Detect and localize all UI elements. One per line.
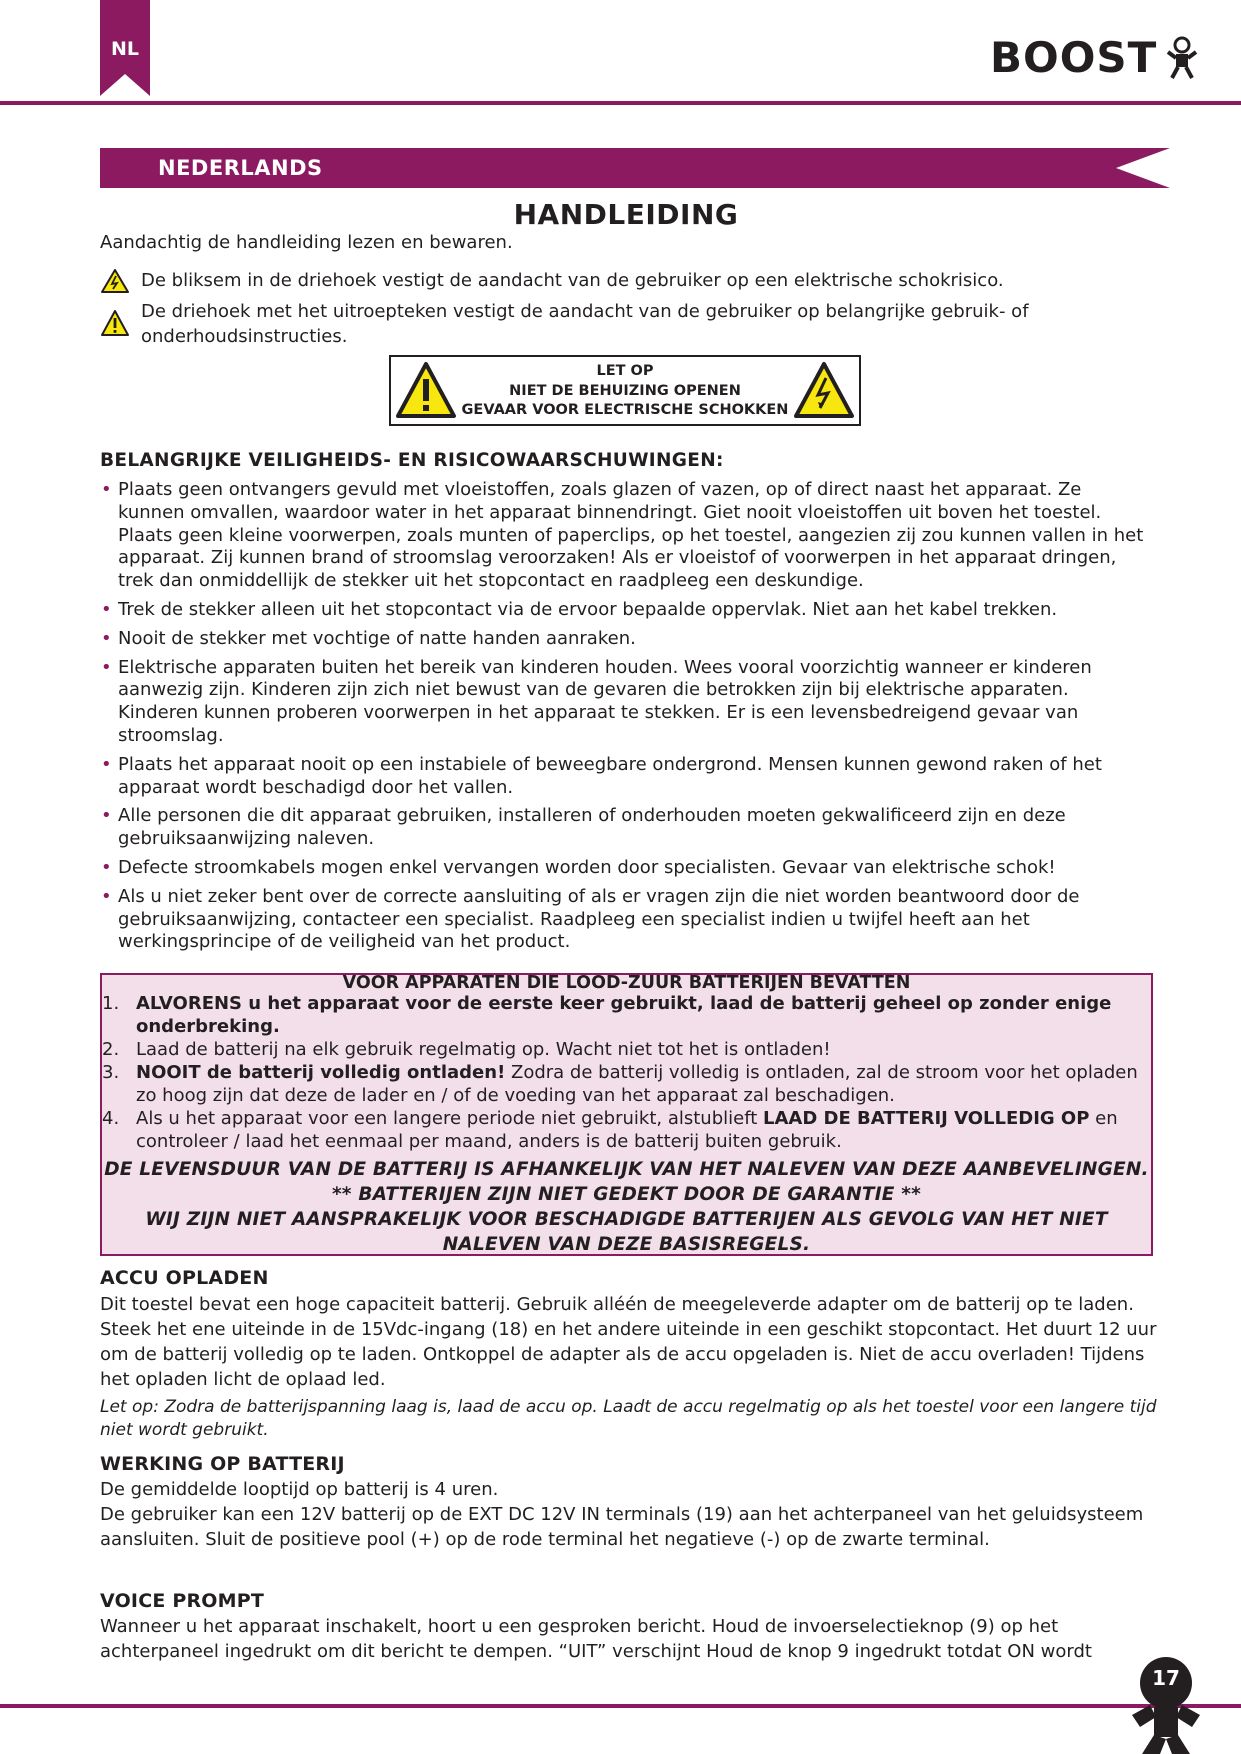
caution-line-3: GEVAAR VOOR ELECTRISCHE SCHOKKEN (461, 402, 789, 418)
caution-line-1: LET OP (596, 363, 654, 379)
battery-footer-line: WIJ ZIJN NIET AANSPRAKELIJK VOOR BESCHADIGDE BATTERIJEN ALS GEVOLG VAN HET NIET NALEVEN VAN DEZE BASISREGELS. (145, 1209, 1108, 1255)
warning-row-lightning (100, 268, 1004, 294)
lightning-triangle-icon (100, 268, 130, 294)
list-number: 4. (102, 1108, 120, 1129)
section-heading: WERKING OP BATTERIJ (100, 1453, 345, 1475)
list-item-bold: NOOIT de batterij volledig ontladen! (136, 1062, 506, 1083)
list-item-text: Als u het apparaat voor een langere periode niet gebruikt, alstublieft (136, 1108, 764, 1129)
brand-logo-text: BOOST (990, 33, 1158, 82)
list-number: 1. (102, 993, 120, 1014)
exclamation-triangle-icon (100, 309, 130, 339)
list-item-bold: ALVORENS u het apparaat voor de eerste keer gebruikt, laad de batterij geheel op zonder enige onderbreking. (136, 993, 1112, 1037)
warning-text-lightning: De bliksem in de driehoek vestigt de aandacht van de gebruiker op een elektrische schokrisico. (141, 270, 1004, 291)
mascot-icon (1165, 36, 1199, 80)
list-item (102, 992, 1152, 1038)
section-voice-prompt (100, 1590, 1160, 1664)
list-item-bold: LAAD DE BATTERIJ VOLLEDIG OP (763, 1108, 1090, 1129)
language-tab (100, 0, 150, 96)
list-item (102, 1038, 1152, 1061)
section-werking-op-batterij (100, 1453, 1160, 1552)
language-code: NL (110, 38, 139, 60)
battery-notice-box (100, 973, 1153, 1256)
list-item-text: Laad de batterij na elk gebruik regelmatig op. Wacht niet tot het is ontladen! (136, 1039, 831, 1060)
list-item: • Als u niet zeker bent over de correcte aansluiting of als er vragen zijn die niet worden beantwoord door de gebruiksaanwijzing, contacteer een specialist. Raadpleeg een specialist indien u twijfel heeft aan het werkingsprincipe of de veiligheid van het product. (100, 886, 1150, 954)
list-item-text: Zodra de batterij volledig is ontladen, zal de stroom voor het opladen zo hoog zijn dat deze de lader en / of de voeding van het apparaat zal beschadigen. (136, 1062, 1138, 1106)
caution-label-box (389, 355, 861, 426)
section-note: Let op: Zodra de batterijspanning laag is, laad de accu op. Laadt de accu regelmatig op als het toestel voor een langere tijd niet wordt gebruikt. (100, 1397, 1157, 1440)
section-body: Dit toestel bevat een hoge capaciteit batterij. Gebruik alléén de meegeleverde adapter om de batterij op te laden. Steek het ene uiteinde in de 15Vdc-ingang (18) en het andere uiteinde in een geschikt stopcontact. Het duurt 12 uur om de batterij volledig op te laden. Ontkoppel de adapter als de accu opgeladen is. Niet de accu overladen! Tijdens het opladen licht de oplaad led. (100, 1294, 1157, 1390)
section-banner-label: NEDERLANDS (158, 156, 323, 180)
section-banner (100, 148, 1170, 188)
battery-footer-line: DE LEVENSDUUR VAN DE BATTERIJ IS AFHANKELIJK VAN HET NALEVEN VAN DEZE AANBEVELINGEN. (104, 1159, 1149, 1180)
header-divider (0, 101, 1241, 105)
list-item (102, 1107, 1152, 1153)
section-body-line: De gemiddelde looptijd op batterij is 4 uren. (100, 1479, 499, 1500)
list-item: • Plaats het apparaat nooit op een instabiele of beweegbare ondergrond. Mensen kunnen gewond raken of het apparaat wordt beschadigd door het vallen. (100, 754, 1150, 800)
list-number: 3. (102, 1062, 120, 1083)
list-item: • Elektrische apparaten buiten het bereik van kinderen houden. Wees vooral voorzichtig wanneer er kinderen aanwezig zijn. Kinderen zijn zich niet bewust van de gevaren die betrokken zijn bij elektrische apparaten. Kinderen kunnen proberen voorwerpen in het apparaat te stekken. Er is een levensbedreigend gevaar van stroomslag. (100, 657, 1150, 748)
intro-text: Aandachtig de handleiding lezen en bewaren. (100, 232, 513, 253)
battery-notice-footer (102, 1157, 1151, 1257)
safety-heading: BELANGRIJKE VEILIGHEIDS- EN RISICOWAARSCHUWINGEN: (100, 450, 724, 471)
list-item: • Trek de stekker alleen uit het stopcontact via de ervoor bepaalde oppervlak. Niet aan het kabel trekken. (100, 599, 1150, 622)
battery-instructions-list (102, 992, 1152, 1153)
warning-row-exclamation (100, 299, 1120, 349)
list-item-text: en controleer / laad het eenmaal per maand, anders is de batterij buiten gebruik. (136, 1108, 1118, 1152)
section-heading: ACCU OPLADEN (100, 1267, 269, 1289)
section-body (100, 1477, 1160, 1552)
caution-text (457, 362, 793, 421)
list-number: 2. (102, 1039, 120, 1060)
footer-divider (0, 1704, 1241, 1708)
list-item: • Alle personen die dit apparaat gebruiken, installeren of onderhouden moeten gekwalificeerd zijn en deze gebruiksaanwijzing naleven. (100, 805, 1150, 851)
brand-logo (990, 33, 1199, 82)
section-body: Wanneer u het apparaat inschakelt, hoort u een gesproken bericht. Houd de invoerselectieknop (9) op het achterpaneel ingedrukt om dit bericht te dempen. “UIT” verschijnt Houd de knop 9 ingedrukt totdat ON wordt (100, 1616, 1092, 1662)
lightning-triangle-icon (793, 361, 855, 419)
list-item (102, 1061, 1152, 1107)
list-item: • Nooit de stekker met vochtige of natte handen aanraken. (100, 628, 1150, 651)
page-number: 17 (1152, 1666, 1180, 1690)
caution-line-2: NIET DE BEHUIZING OPENEN (509, 382, 741, 399)
exclamation-triangle-icon (395, 361, 457, 419)
list-item: • Defecte stroomkabels mogen enkel vervangen worden door specialisten. Gevaar van elektrische schok! (100, 857, 1150, 880)
page-title: HANDLEIDING (513, 198, 739, 231)
section-accu-opladen (100, 1267, 1160, 1441)
battery-notice-title: VOOR APPARATEN DIE LOOD-ZUUR BATTERIJEN BEVATTEN (342, 973, 911, 993)
battery-footer-line: ** BATTERIJEN ZIJN NIET GEDEKT DOOR DE GARANTIE ** (331, 1184, 922, 1205)
section-body-line: De gebruiker kan een 12V batterij op de EXT DC 12V IN terminals (19) aan het achterpaneel van het geluidsysteem aansluiten. Sluit de positieve pool (+) op de rode terminal het negatieve (-) op de zwarte terminal. (100, 1504, 1144, 1550)
page-number-badge (1130, 1655, 1230, 1754)
section-heading: VOICE PROMPT (100, 1590, 265, 1612)
safety-list (100, 479, 1150, 960)
list-item: • Plaats geen ontvangers gevuld met vloeistoffen, zoals glazen of vazen, op of direct naast het apparaat. Ze kunnen omvallen, waardoor water in het apparaat binnendringt. Giet nooit vloeistoffen uit boven het toestel. Plaats geen kleine voorwerpen, zoals munten of paperclips, op het toestel, aangezien zij zou kunnen vallen in het apparaat. Zij kunnen brand of stroomslag veroorzaken! Als er vloeistof of voorwerpen in het apparaat dringen, trek dan onmiddellijk de stekker uit het stopcontact en raadpleeg een deskundige. (100, 479, 1150, 593)
warning-text-exclamation: De driehoek met het uitroepteken vestigt de aandacht van de gebruiker op belangrijke gebruik- of onderhoudsinstructies. (141, 301, 1029, 347)
